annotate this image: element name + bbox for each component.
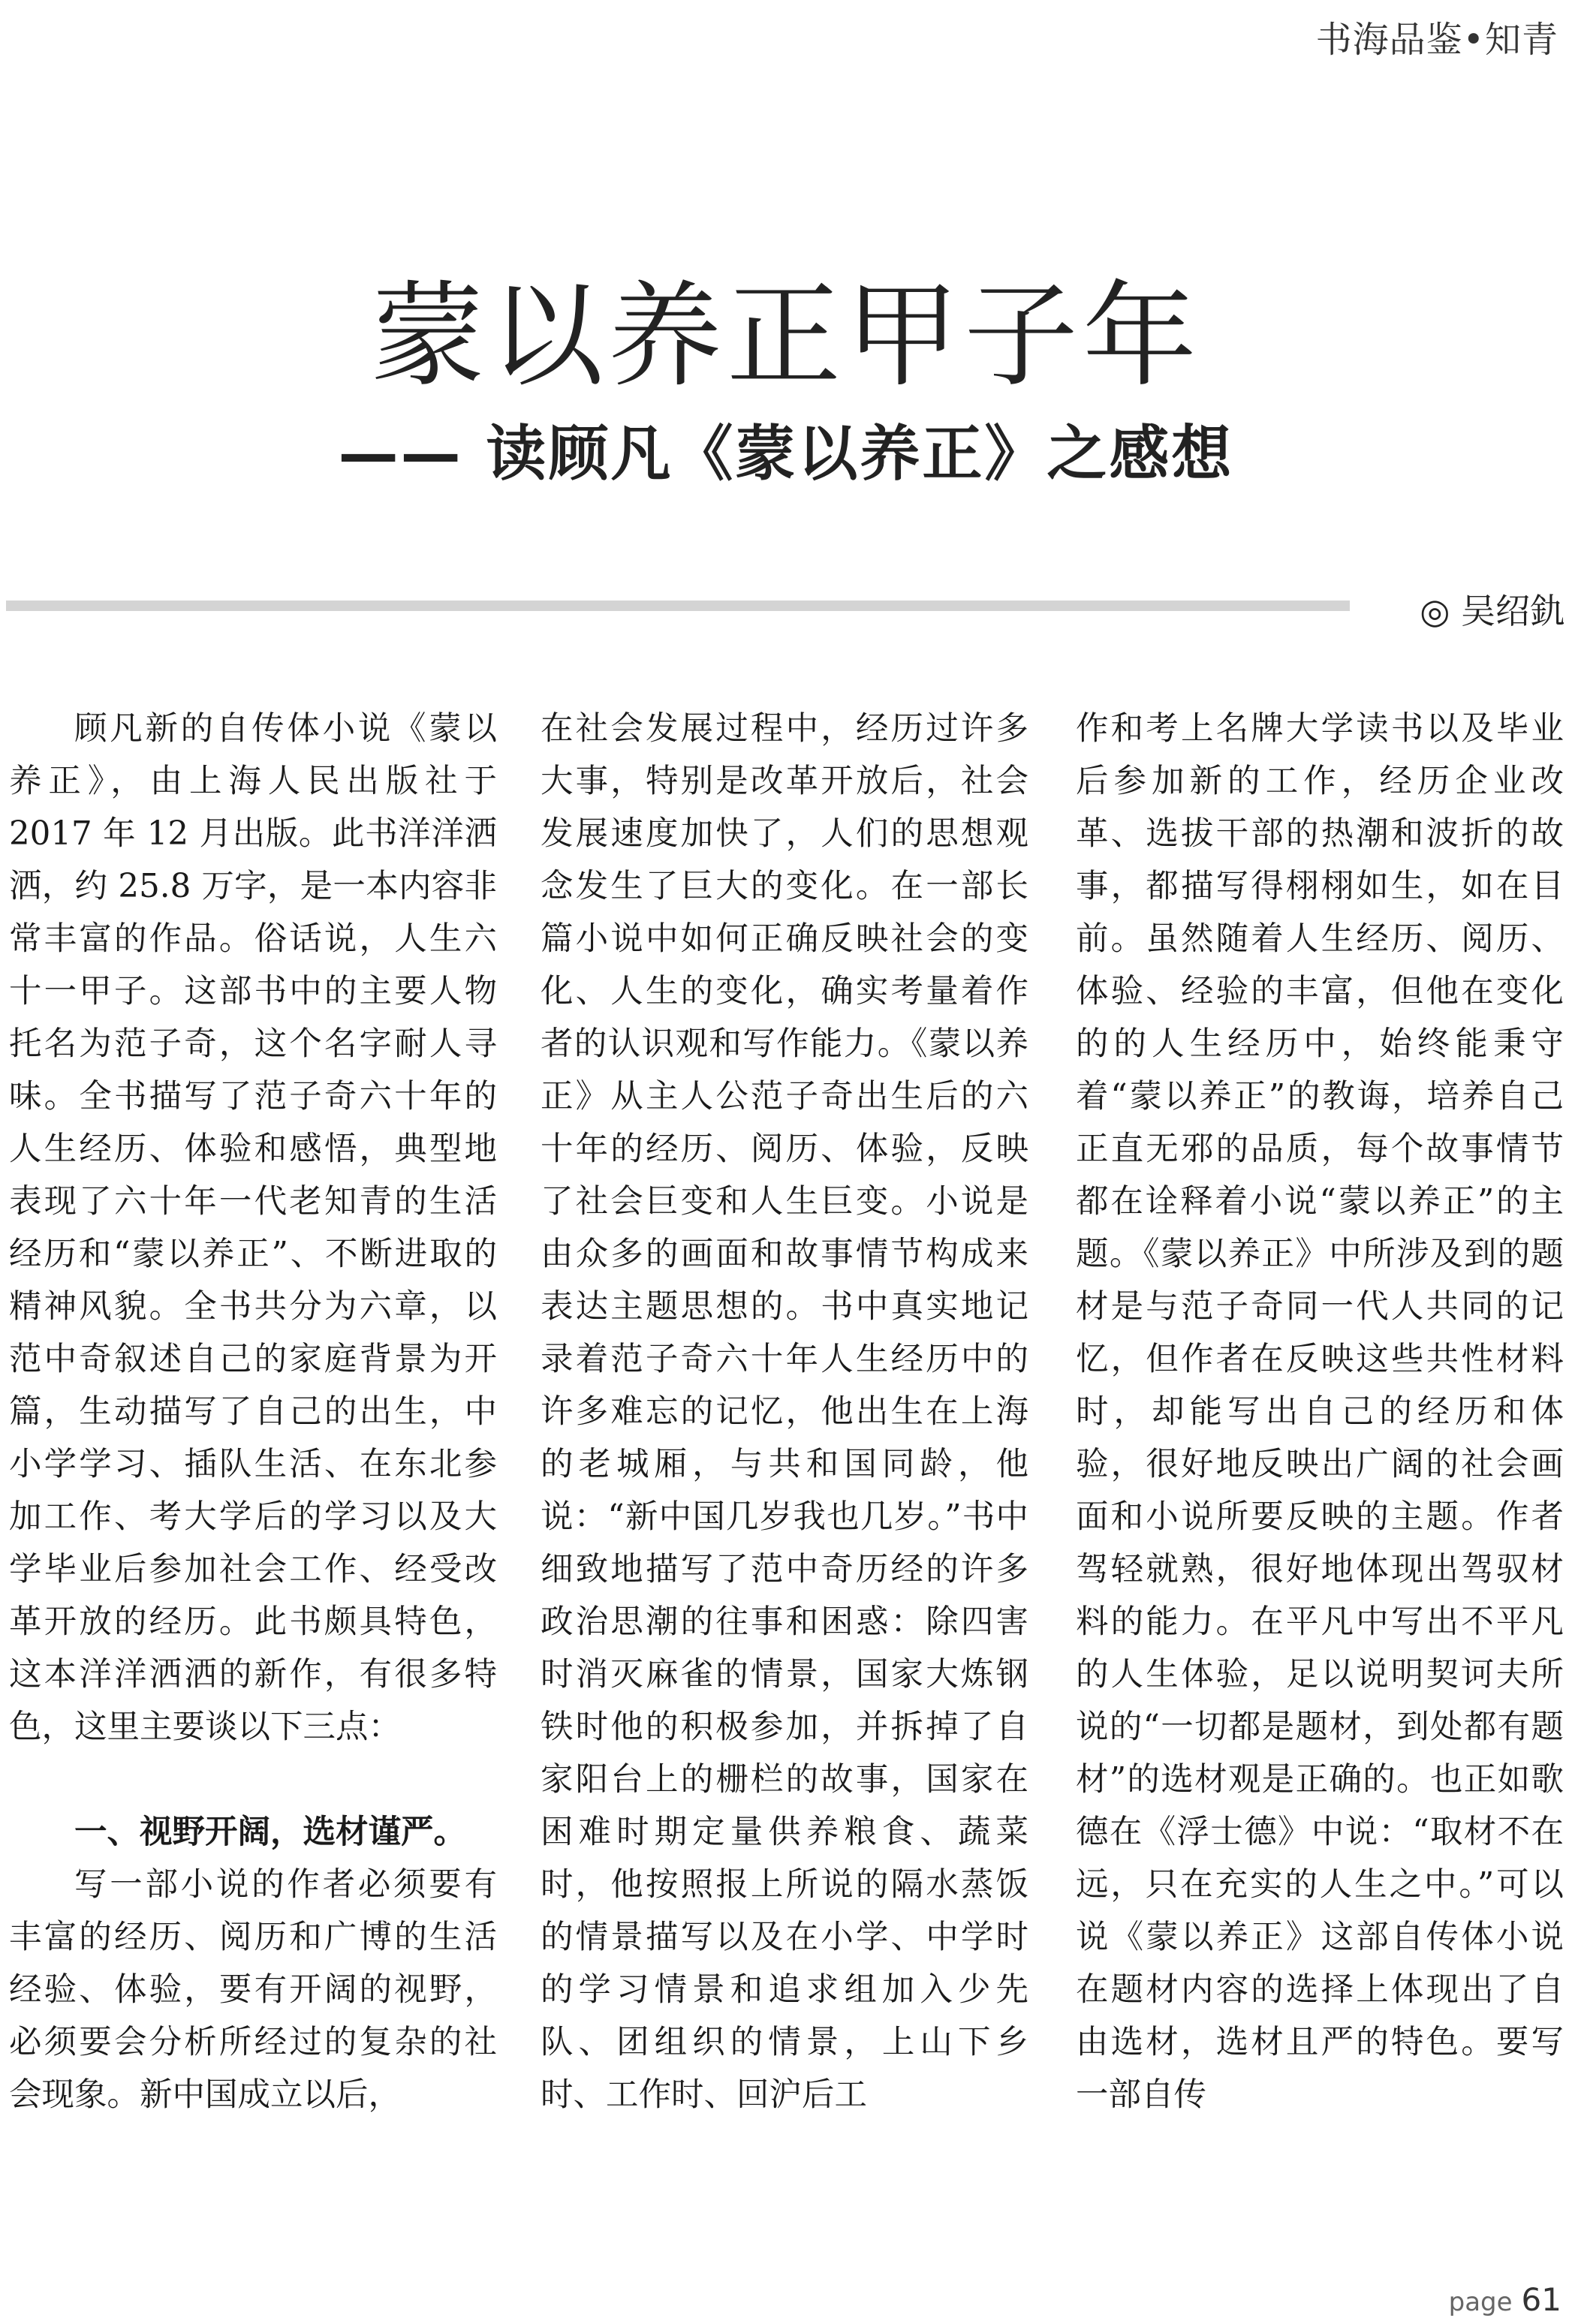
- paragraph: 顾凡新的自传体小说《蒙以养正》，由上海人民出版社于 2017 年 12 月出版。此书洋洋洒洒，约 25.8 万字，是一本内容非常丰富的作品。俗话说，人生六十一甲子。这部书中的主要人物托名为范子奇，这个名字耐人寻味。全书描写了范子奇六十年的人生经历、体验和感悟，典型地表现了六十年一代老知青的生活经历和“蒙以养正”、不断进取的精神风貌。全书共分为六章，以范中奇叙述自己的家庭背景为开篇，生动描写了自己的出生，中小学学习、插队生活、在东北参加工作、考大学后的学习以及大学毕业后参加社会工作、经受改革开放的经历。此书颇具特色，这本洋洋洒洒的新作，有很多特色，这里主要谈以下三点：: [9, 710, 497, 1746]
- section-tag: 书海品鉴•知青: [1315, 19, 1558, 61]
- paragraph: 在社会发展过程中，经历过许多大事，特别是改革开放后，社会发展速度加快了，人们的思想观念发生了巨大的变化。在一部长篇小说中如何正确反映社会的变化、人生的变化，确实考量着作者的认识观和写作能力。《蒙以养正》从主人公范子奇出生后的六十年的经历、阅历、体验，反映了社会巨变和人生巨变。小说是由众多的画面和故事情节构成来表达主题思想的。书中真实地记录着范子奇六十年人生经历中的许多难忘的记忆，他出生在上海的老城厢，与共和国同龄，他说：“新中国几岁我也几岁。”书中细致地描写了范中奇历经的许多政治思潮的往事和困惑：除四害时消灭麻雀的情景，国家大炼钢铁时他的积极参加，并拆掉了自家阳台上的栅栏的故事，国家在困难时期定量供养粮食、蔬菜时，他按照报上所说的隔水蒸饭的情景描写以及在小学、中学时的学习情景和追求组加入少先队、团组织的情景，上山下乡时、工作时、回沪后工: [541, 710, 1028, 2114]
- page-number: [1449, 2281, 1561, 2318]
- article-subtitle: —— 读顾凡《蒙以养正》之感想: [338, 419, 1234, 489]
- paragraph-gap: [9, 1754, 497, 1806]
- author-byline: ◎ 吴绍釚: [1420, 591, 1564, 631]
- paragraph: 写一部小说的作者必须要有丰富的经历、阅历和广博的生活经验、体验，要有开阔的视野，必须要会分析所经过的复杂的社会现象。新中国成立以后，: [9, 1866, 497, 2114]
- paragraph: 作和考上名牌大学读书以及毕业后参加新的工作，经历企业改革、选拔干部的热潮和波折的故事，都描写得栩栩如生，如在目前。虽然随着人生经历、阅历、体验、经验的丰富，但他在变化的的人生经历中，始终能秉守着“蒙以养正”的教诲，培养自己正直无邪的品质，每个故事情节都在诠释着小说“蒙以养正”的主题。《蒙以养正》中所涉及到的题材是与范子奇同一代人共同的记忆，但作者在反映这些共性材料时，却能写出自己的经历和体验，很好地反映出广阔的社会画面和小说所要反映的主题。作者驾轻就熟，很好地体现出驾驭材料的能力。在平凡中写出不平凡的人生体验，足以说明契诃夫所说的“一切都是题材，到处都有题材”的选材观是正确的。也正如歌德在《浮士德》中说：“取材不在远，只在充实的人生之中。”可以说《蒙以养正》这部自传体小说在题材内容的选择上体现出了自由选材，选材且严的特色。要写一部自传: [1076, 710, 1564, 2114]
- page-number-value: 61: [1521, 2281, 1561, 2318]
- text-column-2: [541, 703, 1028, 2121]
- text-column-1: [9, 703, 497, 2121]
- text-column-3: [1076, 703, 1564, 2121]
- section-heading: 一、视野开阔，选材谨严。: [74, 1814, 466, 1851]
- article-title: 蒙以养正甲子年: [371, 269, 1201, 402]
- title-divider: [6, 601, 1350, 611]
- page-label: page: [1448, 2287, 1513, 2317]
